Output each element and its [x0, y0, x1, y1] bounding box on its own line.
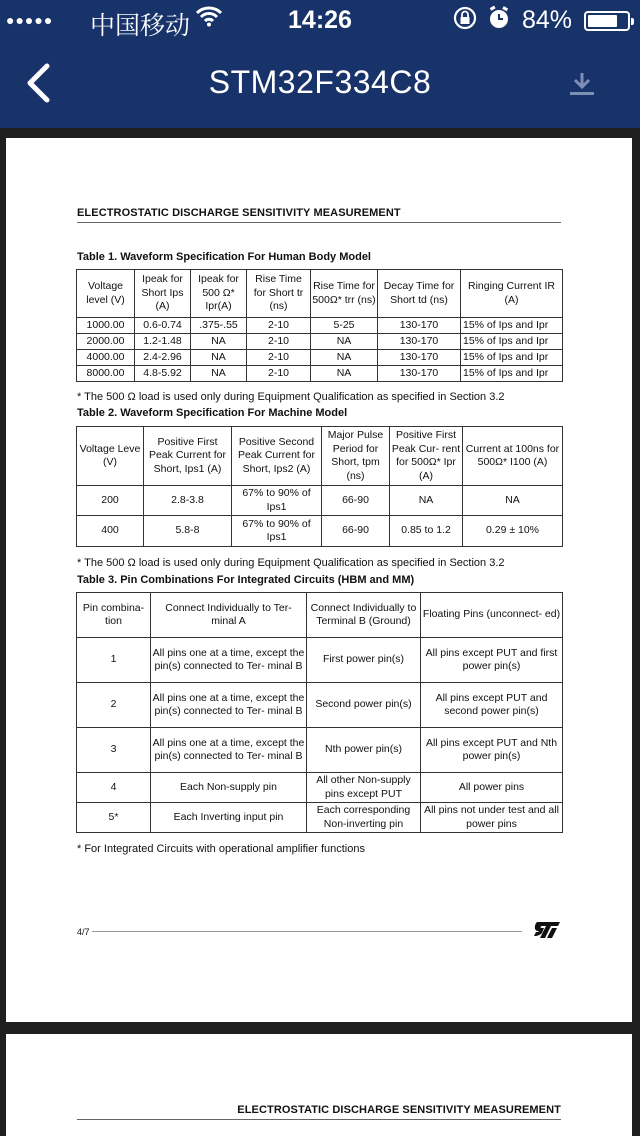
nav-bar: [0, 40, 640, 128]
table-cell: NA: [463, 486, 563, 516]
table-cell: 15% of Ips and Ipr: [461, 366, 563, 382]
table-cell: NA: [390, 486, 463, 516]
table-header-cell: Rise Time for 500Ω* trr (ns): [311, 270, 378, 318]
table-row: [77, 803, 563, 833]
table-header-cell: Connect Individually to Terminal B (Ground): [307, 593, 421, 638]
table-cell: First power pin(s): [307, 638, 421, 683]
signal-strength-icon: ●●●●●: [6, 12, 54, 28]
status-bar: [0, 0, 640, 40]
table-cell: All other Non-supply pins except PUT: [307, 773, 421, 803]
table-cell: 130-170: [378, 366, 461, 382]
table-cell: 130-170: [378, 318, 461, 334]
table3-caption: Table 3. Pin Combinations For Integrated Circuits (HBM and MM): [77, 574, 415, 586]
table-cell: Each corresponding Non-inverting pin: [307, 803, 421, 833]
table1-caption: Table 1. Waveform Specification For Human Body Model: [77, 251, 371, 263]
table-cell: 5.8-8: [144, 516, 232, 547]
table-row: [77, 350, 563, 366]
table1: [76, 269, 563, 382]
table-cell: 67% to 90% of Ips1: [232, 516, 322, 547]
table-header-cell: Pin combina- tion: [77, 593, 151, 638]
table-cell: 8000.00: [77, 366, 135, 382]
table-cell: 0.29 ± 10%: [463, 516, 563, 547]
table-cell: 200: [77, 486, 144, 516]
alarm-icon: [486, 5, 512, 38]
table2-note: * The 500 Ω load is used only during Equipment Qualification as specified in Section 3.2: [77, 557, 505, 569]
table-cell: 4000.00: [77, 350, 135, 366]
table-cell: All pins except PUT and first power pin(s): [421, 638, 563, 683]
table-header-cell: Current at 100ns for 500Ω* I100 (A): [463, 427, 563, 486]
battery-icon: [584, 11, 630, 31]
table-header-row: [77, 593, 563, 638]
table-cell: 130-170: [378, 334, 461, 350]
table-row: [77, 486, 563, 516]
table2: [76, 426, 563, 547]
table-cell: 130-170: [378, 350, 461, 366]
table-header-cell: Positive First Peak Cur- rent for 500Ω* Ipr (A): [390, 427, 463, 486]
table-cell: All pins one at a time, except the pin(s) connected to Ter- minal B: [151, 728, 307, 773]
footer-rule: [92, 931, 522, 932]
table2-caption: Table 2. Waveform Specification For Machine Model: [77, 407, 348, 419]
table-cell: 2-10: [247, 366, 311, 382]
table-cell: 2: [77, 683, 151, 728]
header-rule: [77, 1119, 561, 1120]
table-cell: Nth power pin(s): [307, 728, 421, 773]
page-number: 4/7: [77, 927, 90, 937]
table-header-cell: Major Pulse Period for Short, tpm (ns): [322, 427, 390, 486]
table-header-cell: Decay Time for Short td (ns): [378, 270, 461, 318]
table-cell: 15% of Ips and Ipr: [461, 318, 563, 334]
table-header-cell: Connect Individually to Ter- minal A: [151, 593, 307, 638]
table-row: [77, 683, 563, 728]
table-cell: 0.85 to 1.2: [390, 516, 463, 547]
table-header-cell: Positive Second Peak Current for Short, Ips2 (A): [232, 427, 322, 486]
table-header-cell: Ipeak for 500 Ω* Ipr(A): [191, 270, 247, 318]
table-cell: NA: [191, 350, 247, 366]
page-header: ELECTROSTATIC DISCHARGE SENSITIVITY MEASUREMENT: [77, 207, 401, 219]
table-cell: NA: [311, 350, 378, 366]
document-page[interactable]: [6, 138, 632, 1022]
table3: [76, 592, 563, 833]
table-cell: NA: [311, 366, 378, 382]
table-cell: .375-.55: [191, 318, 247, 334]
table-header-row: [77, 427, 563, 486]
table-cell: NA: [191, 366, 247, 382]
table-row: [77, 773, 563, 803]
table-cell: 4.8-5.92: [135, 366, 191, 382]
table-row: [77, 728, 563, 773]
clock-time: 14:26: [288, 6, 352, 34]
table-cell: 5*: [77, 803, 151, 833]
table-cell: 400: [77, 516, 144, 547]
table-cell: All pins not under test and all power pins: [421, 803, 563, 833]
rotation-lock-icon: [452, 5, 478, 38]
table-header-cell: Ringing Current IR (A): [461, 270, 563, 318]
table3-note: * For Integrated Circuits with operational amplifier functions: [77, 843, 365, 855]
table-header-cell: Floating Pins (unconnect- ed): [421, 593, 563, 638]
table-cell: 66-90: [322, 516, 390, 547]
header-rule: [77, 222, 561, 223]
table-cell: 1: [77, 638, 151, 683]
table1-note: * The 500 Ω load is used only during Equipment Qualification as specified in Section 3.2: [77, 391, 505, 403]
table-header-cell: Ipeak for Short Ips (A): [135, 270, 191, 318]
table-cell: Each Non-supply pin: [151, 773, 307, 803]
table-cell: 2.4-2.96: [135, 350, 191, 366]
table-cell: 2.8-3.8: [144, 486, 232, 516]
table-row: [77, 366, 563, 382]
document-title: STM32F334C8: [208, 64, 432, 100]
table-cell: 1000.00: [77, 318, 135, 334]
table-cell: 15% of Ips and Ipr: [461, 334, 563, 350]
back-button[interactable]: [10, 50, 66, 116]
table-cell: 4: [77, 773, 151, 803]
table-cell: 2-10: [247, 334, 311, 350]
download-icon: [568, 71, 596, 97]
table-cell: 67% to 90% of Ips1: [232, 486, 322, 516]
table-row: [77, 638, 563, 683]
table-cell: All pins except PUT and second power pin(s): [421, 683, 563, 728]
table-cell: 3: [77, 728, 151, 773]
table-row: [77, 334, 563, 350]
table-row: [77, 318, 563, 334]
table-cell: 2-10: [247, 350, 311, 366]
chevron-left-icon: [25, 63, 51, 103]
table-header-cell: Positive First Peak Current for Short, Ips1 (A): [144, 427, 232, 486]
table-cell: All pins one at a time, except the pin(s) connected to Ter- minal B: [151, 683, 307, 728]
table-row: [77, 516, 563, 547]
table-cell: NA: [191, 334, 247, 350]
st-logo-icon: [533, 920, 561, 940]
table-cell: 66-90: [322, 486, 390, 516]
table-cell: All pins except PUT and Nth power pin(s): [421, 728, 563, 773]
table-cell: 1.2-1.48: [135, 334, 191, 350]
table-header-row: [77, 270, 563, 318]
table-cell: 15% of Ips and Ipr: [461, 350, 563, 366]
table-cell: Each Inverting input pin: [151, 803, 307, 833]
table-cell: NA: [311, 334, 378, 350]
table-cell: All power pins: [421, 773, 563, 803]
download-button[interactable]: [562, 64, 602, 104]
table-cell: All pins one at a time, except the pin(s) connected to Ter- minal B: [151, 638, 307, 683]
table-header-cell: Voltage Leve (V): [77, 427, 144, 486]
carrier-name: 中国移动: [90, 12, 191, 40]
table-cell: 0.6-0.74: [135, 318, 191, 334]
battery-percentage: 84%: [522, 6, 573, 34]
table-header-cell: Voltage level (V): [77, 270, 135, 318]
table-cell: Second power pin(s): [307, 683, 421, 728]
page-header: ELECTROSTATIC DISCHARGE SENSITIVITY MEASUREMENT: [237, 1104, 561, 1116]
document-page-next[interactable]: [6, 1034, 632, 1136]
table-cell: 5-25: [311, 318, 378, 334]
table-cell: 2000.00: [77, 334, 135, 350]
table-header-cell: Rise Time for Short tr (ns): [247, 270, 311, 318]
table-cell: 2-10: [247, 318, 311, 334]
